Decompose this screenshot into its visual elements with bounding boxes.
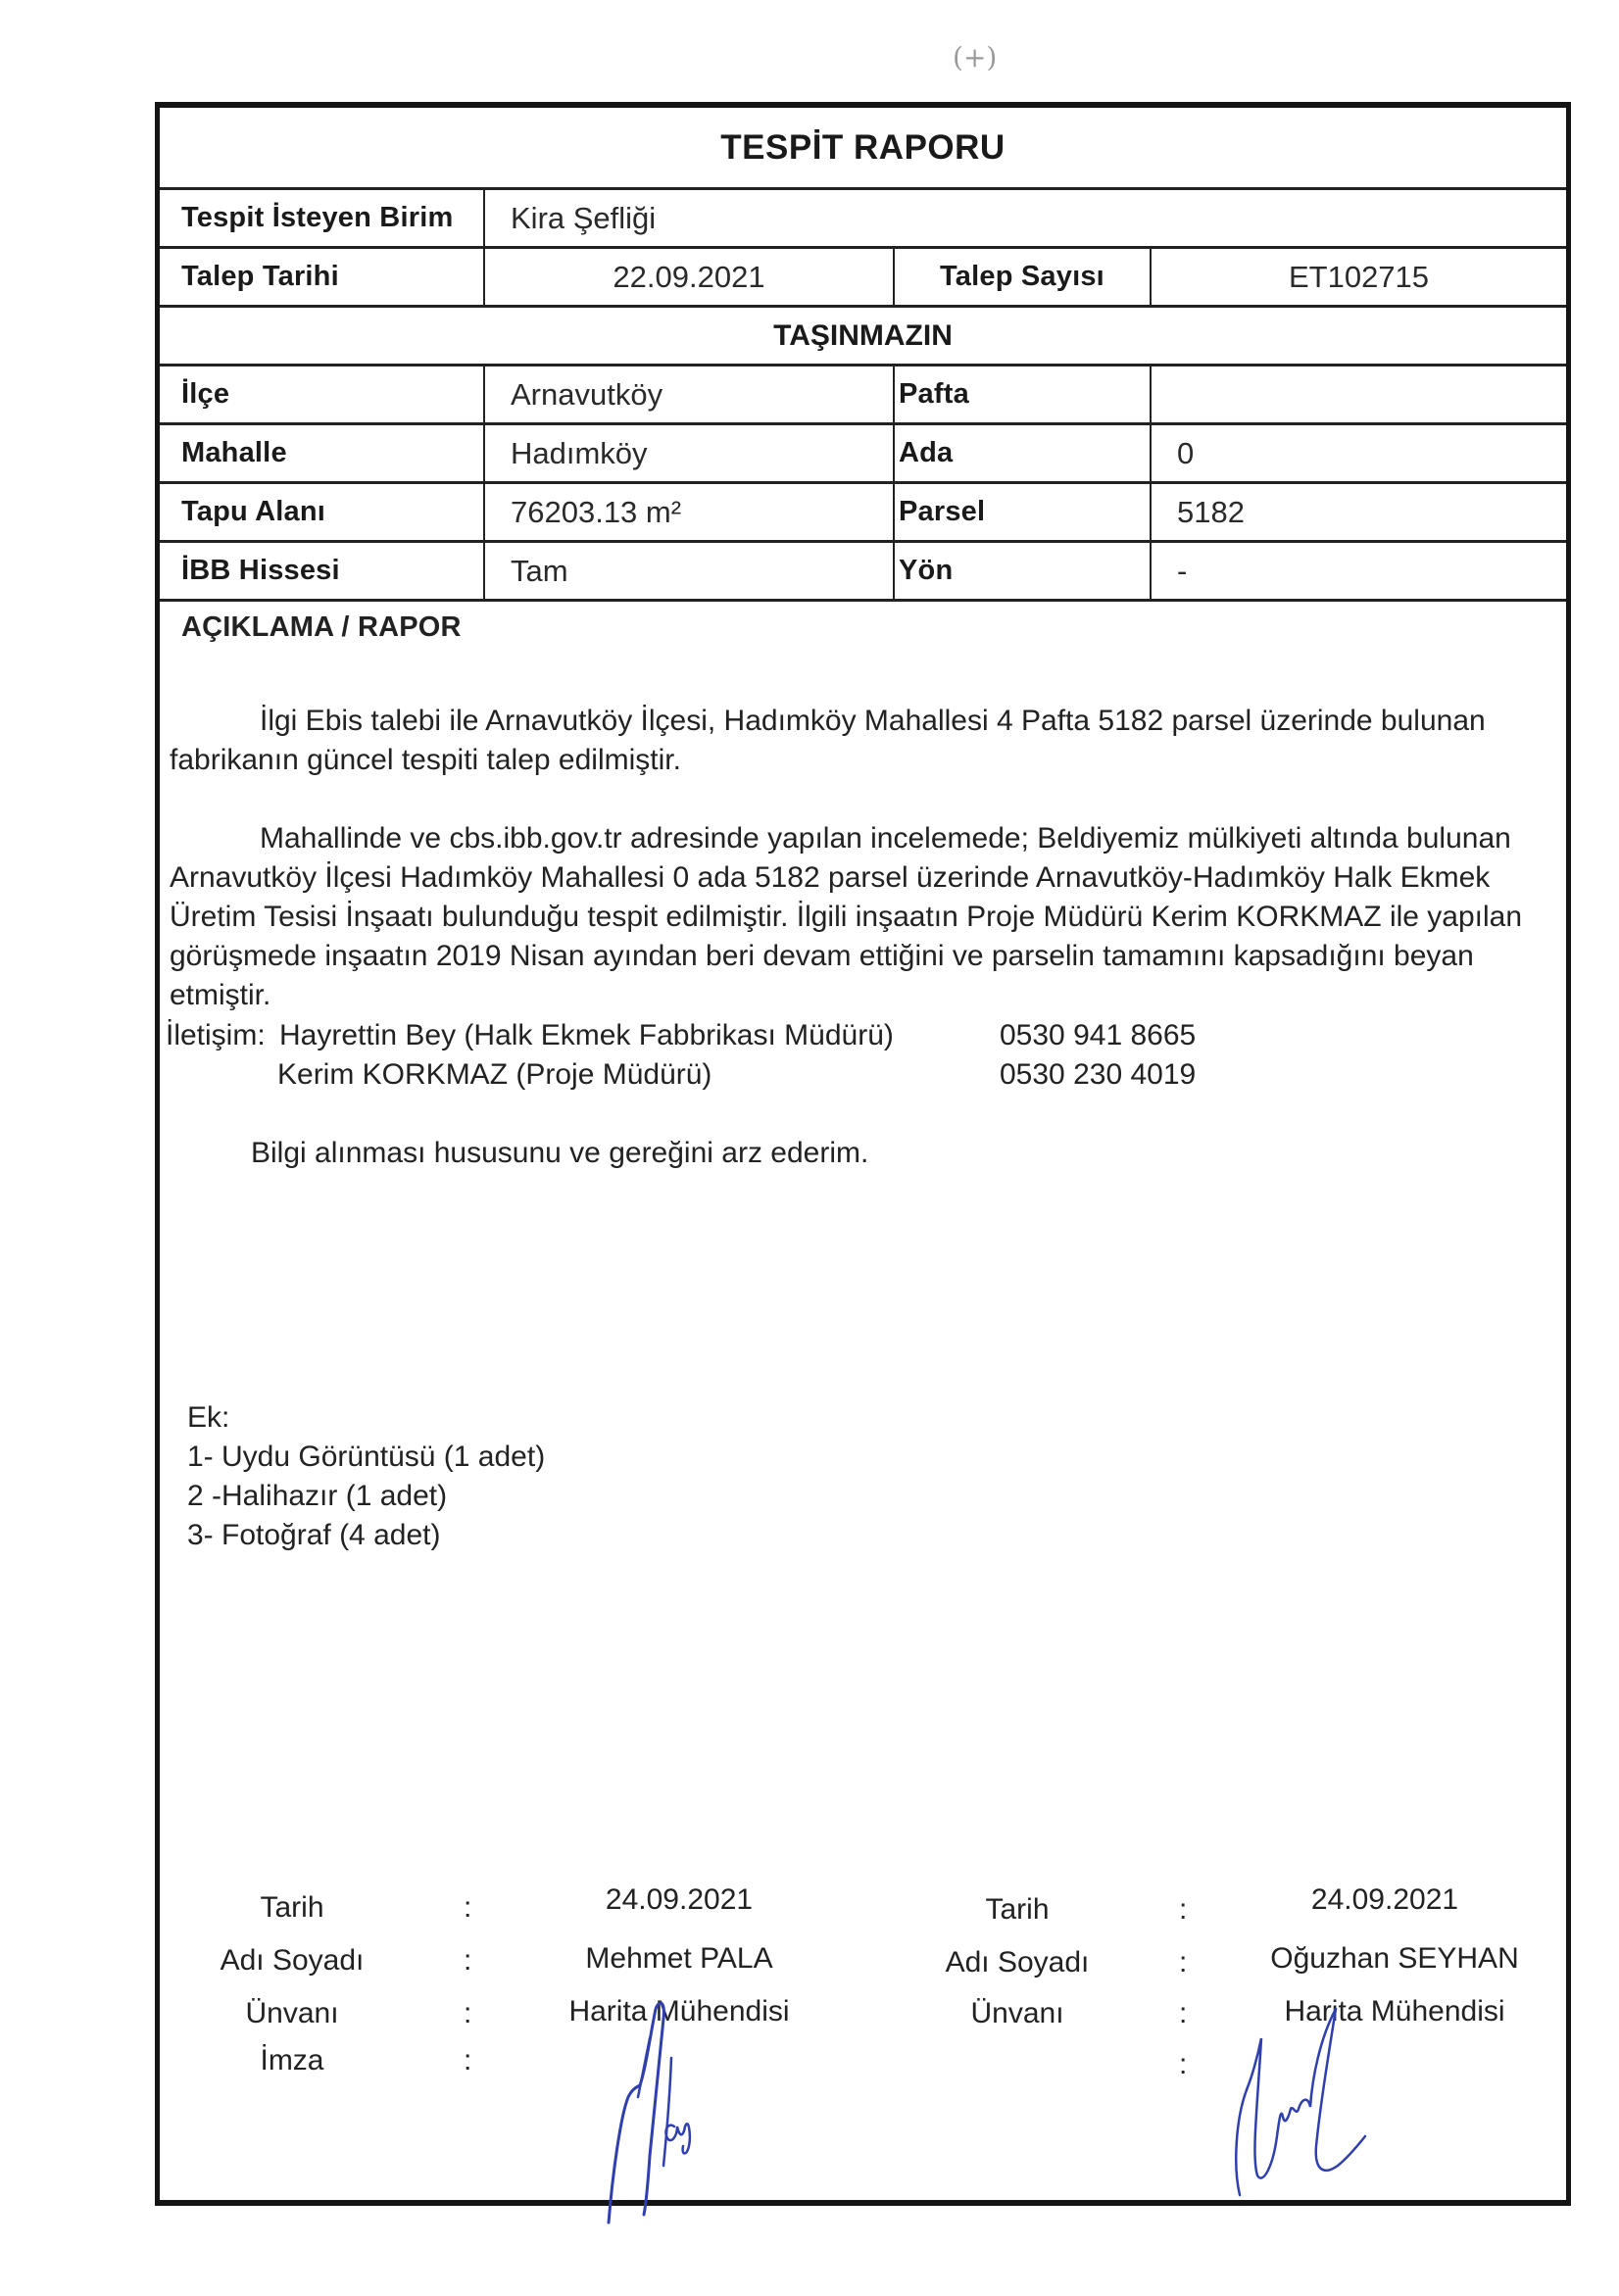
report-form [155, 102, 1571, 2206]
signer-1-name: Mehmet PALA [585, 1942, 773, 1975]
attachment-item: 2 -Halihazır (1 adet) [187, 1480, 448, 1512]
requesting-unit-value: Kira Şefliği [483, 190, 1566, 246]
signer-1-title: Harita Mühendisi [568, 1995, 790, 2027]
ibb-hissesi-label: İBB Hissesi [181, 555, 340, 586]
colon: : [1179, 1893, 1188, 1926]
contact-1-phone: 0530 941 8665 [1000, 1019, 1197, 1051]
attachments-label: Ek: [187, 1401, 230, 1434]
colon: : [1179, 1946, 1188, 1978]
contact-2-name: Kerim KORKMAZ (Proje Müdürü) [277, 1058, 712, 1091]
colon: : [464, 1891, 472, 1924]
yon-label: Yön [893, 543, 1150, 599]
description-paragraph-1: İlgi Ebis talebi ile Arnavutköy İlçesi, Hadımköy Mahallesi 4 Pafta 5182 parsel üzerinde bulunan fabrikanın güncel tespiti talep edilmiştir. [170, 705, 1486, 776]
parsel-value: 5182 [1150, 484, 1566, 540]
requesting-unit-row [160, 190, 1566, 249]
property-section-title: TAŞINMAZIN [773, 318, 953, 352]
contact-label: İletişim: [166, 1019, 266, 1051]
yon-value: - [1150, 543, 1566, 599]
signer-1-name-label: Adı Soyadı [220, 1944, 365, 1977]
colon: : [1179, 1997, 1188, 2029]
signer-2-date: 24.09.2021 [1310, 1883, 1459, 1916]
signature-label: İmza [260, 2044, 324, 2076]
parsel-label: Parsel [893, 484, 1150, 540]
page-mark: (+) [953, 41, 998, 73]
colon: : [464, 2044, 472, 2076]
property-row-mahalle [160, 425, 1566, 484]
signer-1-date-label: Tarih [260, 1891, 324, 1924]
property-row-ibb-hissesi [160, 543, 1566, 602]
signature-oguzhan-seyhan-icon [1218, 1999, 1414, 2205]
property-section-row [160, 308, 1566, 366]
signer-2-date-label: Tarih [985, 1893, 1050, 1926]
request-info-row [160, 249, 1566, 308]
ibb-hissesi-value: Tam [483, 543, 893, 599]
ilce-label: İlçe [181, 378, 230, 410]
tapu-alani-value: 76203.13 m² [483, 484, 893, 540]
mahalle-value: Hadımköy [483, 425, 893, 481]
description-section-title: AÇIKLAMA / RAPOR [181, 611, 462, 643]
requesting-unit-label: Tespit İsteyen Birim [181, 202, 454, 233]
request-number-label: Talep Sayısı [893, 249, 1150, 305]
pafta-label: Pafta [893, 366, 1150, 422]
contact-2-phone: 0530 230 4019 [1000, 1058, 1197, 1091]
signer-2-title: Harita Mühendisi [1284, 1995, 1505, 2027]
ada-label: Ada [893, 425, 1150, 481]
title-row [160, 108, 1566, 190]
signer-1-date: 24.09.2021 [605, 1883, 754, 1916]
description-paragraph-2: Mahallinde ve cbs.ibb.gov.tr adresinde yapılan incelemede; Beldiyemiz mülkiyeti altında bulunan Arnavutköy İlçesi Hadımköy Mahallesi 0 ada 5182 parsel üzerinde Arnavutköy-Hadımköy Halk Ekmek Üretim Tesisi İnşaatı bulunduğu tespit edilmiştir. İlgili inşaatın Proje Müdürü Kerim KORKMAZ ile yapılan görüşmede inşaatın 2019 Nisan ayından beri devam ettiğini ve parselin tamamını kapsadığını beyan etmiştir. [170, 822, 1523, 1011]
signer-1-title-label: Ünvanı [245, 1997, 339, 2029]
property-row-ilce [160, 366, 1566, 425]
request-number-value: ET102715 [1150, 249, 1566, 305]
request-date-value: 22.09.2021 [483, 249, 893, 305]
page-title: TESPİT RAPORU [720, 127, 1006, 167]
ada-value: 0 [1150, 425, 1566, 481]
attachment-item: 3- Fotoğraf (4 adet) [187, 1519, 441, 1551]
tapu-alani-label: Tapu Alanı [181, 496, 325, 527]
pafta-value [1150, 366, 1566, 422]
colon: : [1179, 2048, 1188, 2080]
colon: : [464, 1997, 472, 2029]
signer-2-name: Oğuzhan SEYHAN [1270, 1942, 1519, 1975]
colon: : [464, 1944, 472, 1977]
attachment-item: 1- Uydu Görüntüsü (1 adet) [187, 1441, 546, 1473]
signature-mehmet-pala-icon [581, 1999, 709, 2234]
ilce-value: Arnavutköy [483, 366, 893, 422]
contact-1-name: Hayrettin Bey (Halk Ekmek Fabbrikası Müdürü) [279, 1019, 894, 1051]
signer-2-title-label: Ünvanı [970, 1997, 1064, 2029]
mahalle-label: Mahalle [181, 437, 287, 468]
request-date-label: Talep Tarihi [181, 261, 339, 292]
closing-text: Bilgi alınması hususunu ve gereğini arz ederim. [251, 1137, 869, 1169]
property-row-tapu-alani [160, 484, 1566, 543]
signer-2-name-label: Adı Soyadı [945, 1946, 1090, 1978]
